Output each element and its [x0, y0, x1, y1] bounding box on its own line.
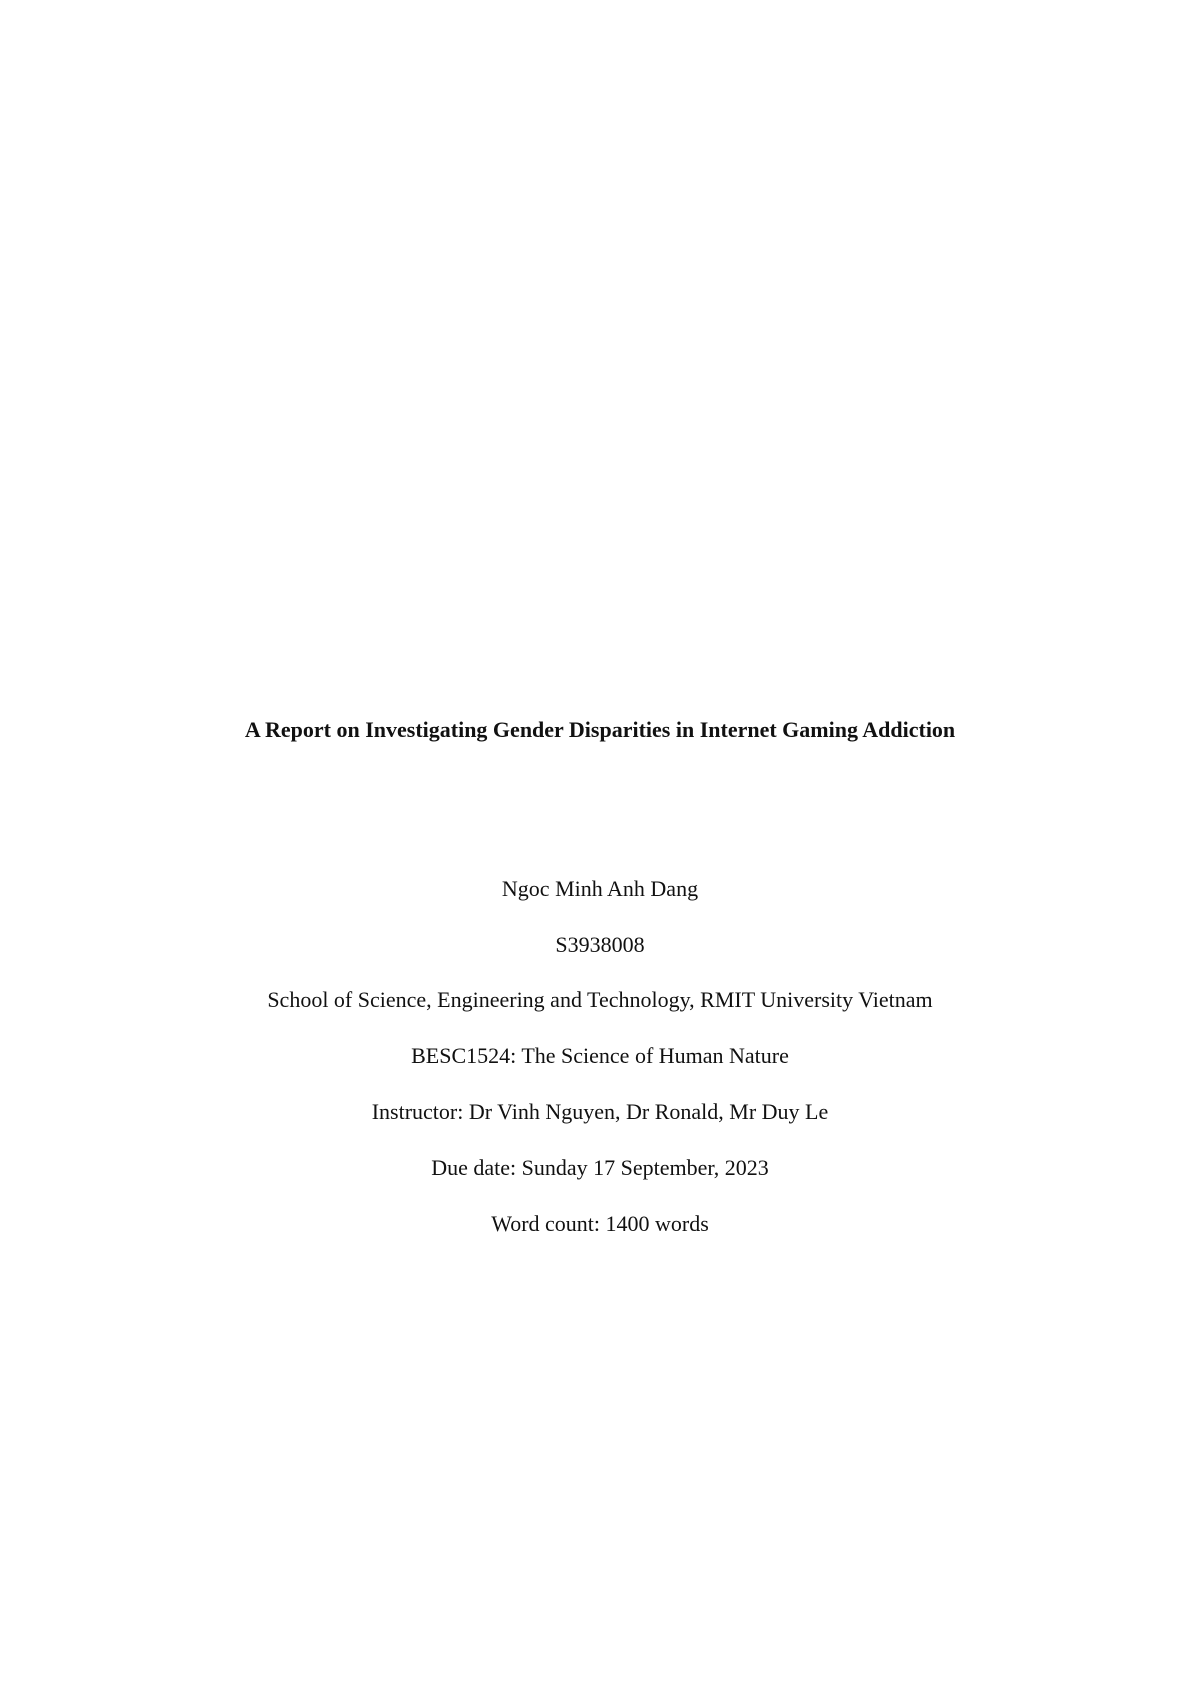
course-name: BESC1524: The Science of Human Nature [411, 1043, 789, 1068]
word-count: Word count: 1400 words [491, 1211, 709, 1236]
author-name: Ngoc Minh Anh Dang [501, 876, 699, 901]
student-id: S3938008 [555, 932, 645, 957]
instructor-line: Instructor: Dr Vinh Nguyen, Dr Ronald, Mr Duy Le [371, 1099, 829, 1124]
due-date: Due date: Sunday 17 September, 2023 [431, 1155, 769, 1180]
school-affiliation: School of Science, Engineering and Technology, RMIT University Vietnam [267, 987, 933, 1012]
report-title: A Report on Investigating Gender Disparities in Internet Gaming Addiction [244, 717, 956, 742]
